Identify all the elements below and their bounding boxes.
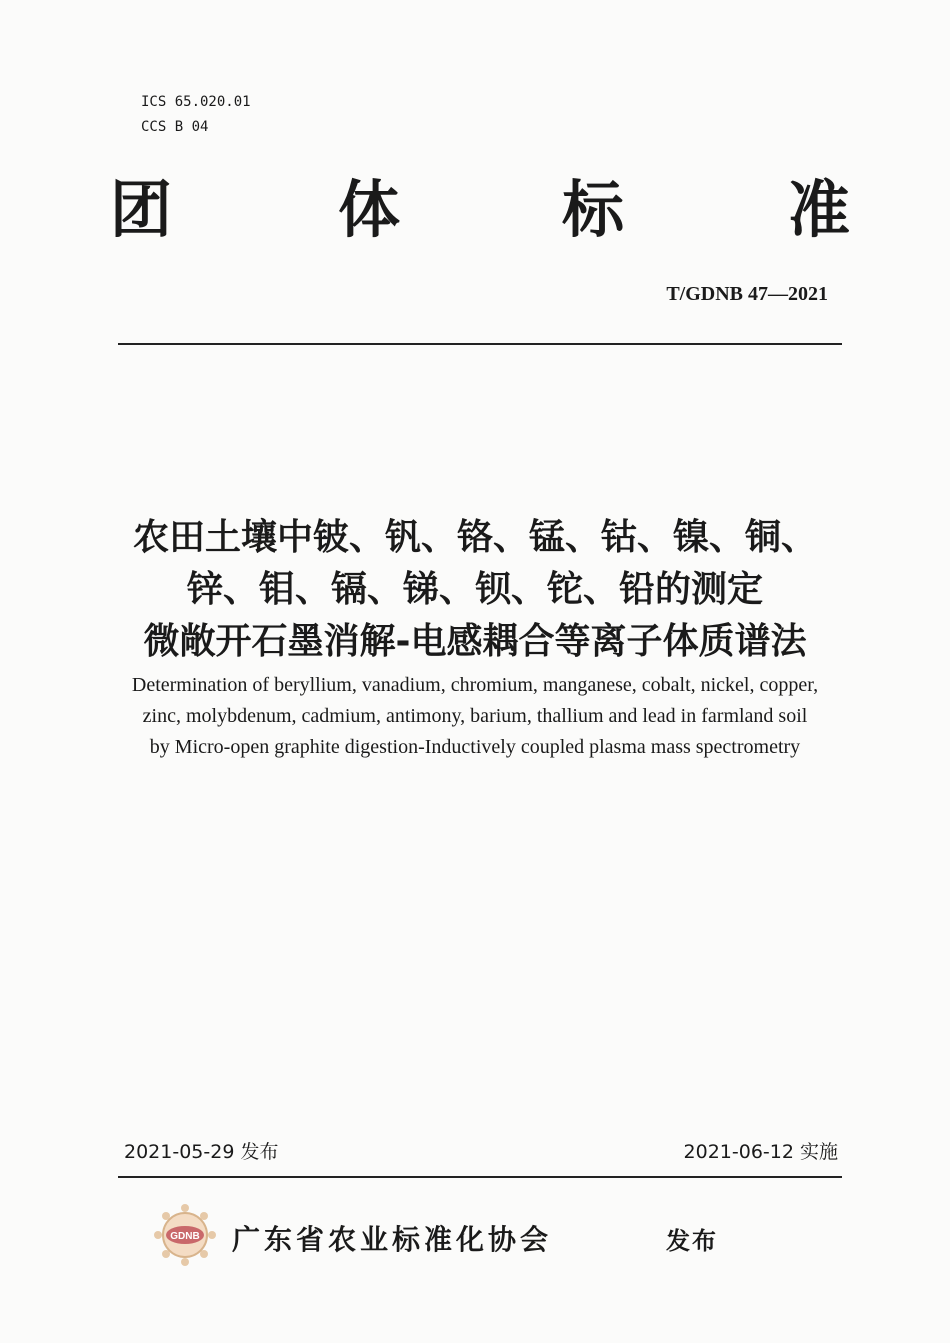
header-divider [118,343,842,345]
footer-divider [118,1176,842,1178]
title-char: 体 [338,173,401,246]
en-title-line: Determination of beryllium, vanadium, chromium, manganese, cobalt, nickel, copper, [131,674,819,696]
publish-label: 发布 [666,1226,718,1255]
issue-date: 2021-05-29 发布 [124,1141,279,1163]
en-title [60,670,890,763]
ics-code: ICS 65.020.01 [141,94,251,110]
publisher-organization: 广东省农业标准化协会 [232,1223,553,1256]
en-title-line: zinc, molybdenum, cadmium, antimony, barium, thallium and lead in farmland soil [142,705,808,727]
standard-number: T/GDNB 47—2021 [666,283,828,305]
zh-title-line: 农田土壤中铍、钒、铬、锰、钴、镍、铜、 [132,517,817,558]
implement-date: 2021-06-12 实施 [683,1141,838,1163]
title-char: 团 [110,173,173,246]
logo-text: GDNB [170,1231,200,1242]
classification-codes [141,90,251,140]
en-title-line: by Micro-open graphite digestion-Inductively coupled plasma mass spectrometry [149,736,801,758]
title-char: 准 [788,173,851,246]
zh-title [60,512,890,668]
zh-title-line: 锌、钼、镉、锑、钡、铊、铅的测定 [186,569,763,610]
gdnb-logo-icon [152,1202,218,1268]
ccs-code: CCS B 04 [141,119,209,135]
title-char: 标 [562,173,625,246]
zh-title-line: 微敞开石墨消解-电感耦合等离子体质谱法 [143,621,807,662]
